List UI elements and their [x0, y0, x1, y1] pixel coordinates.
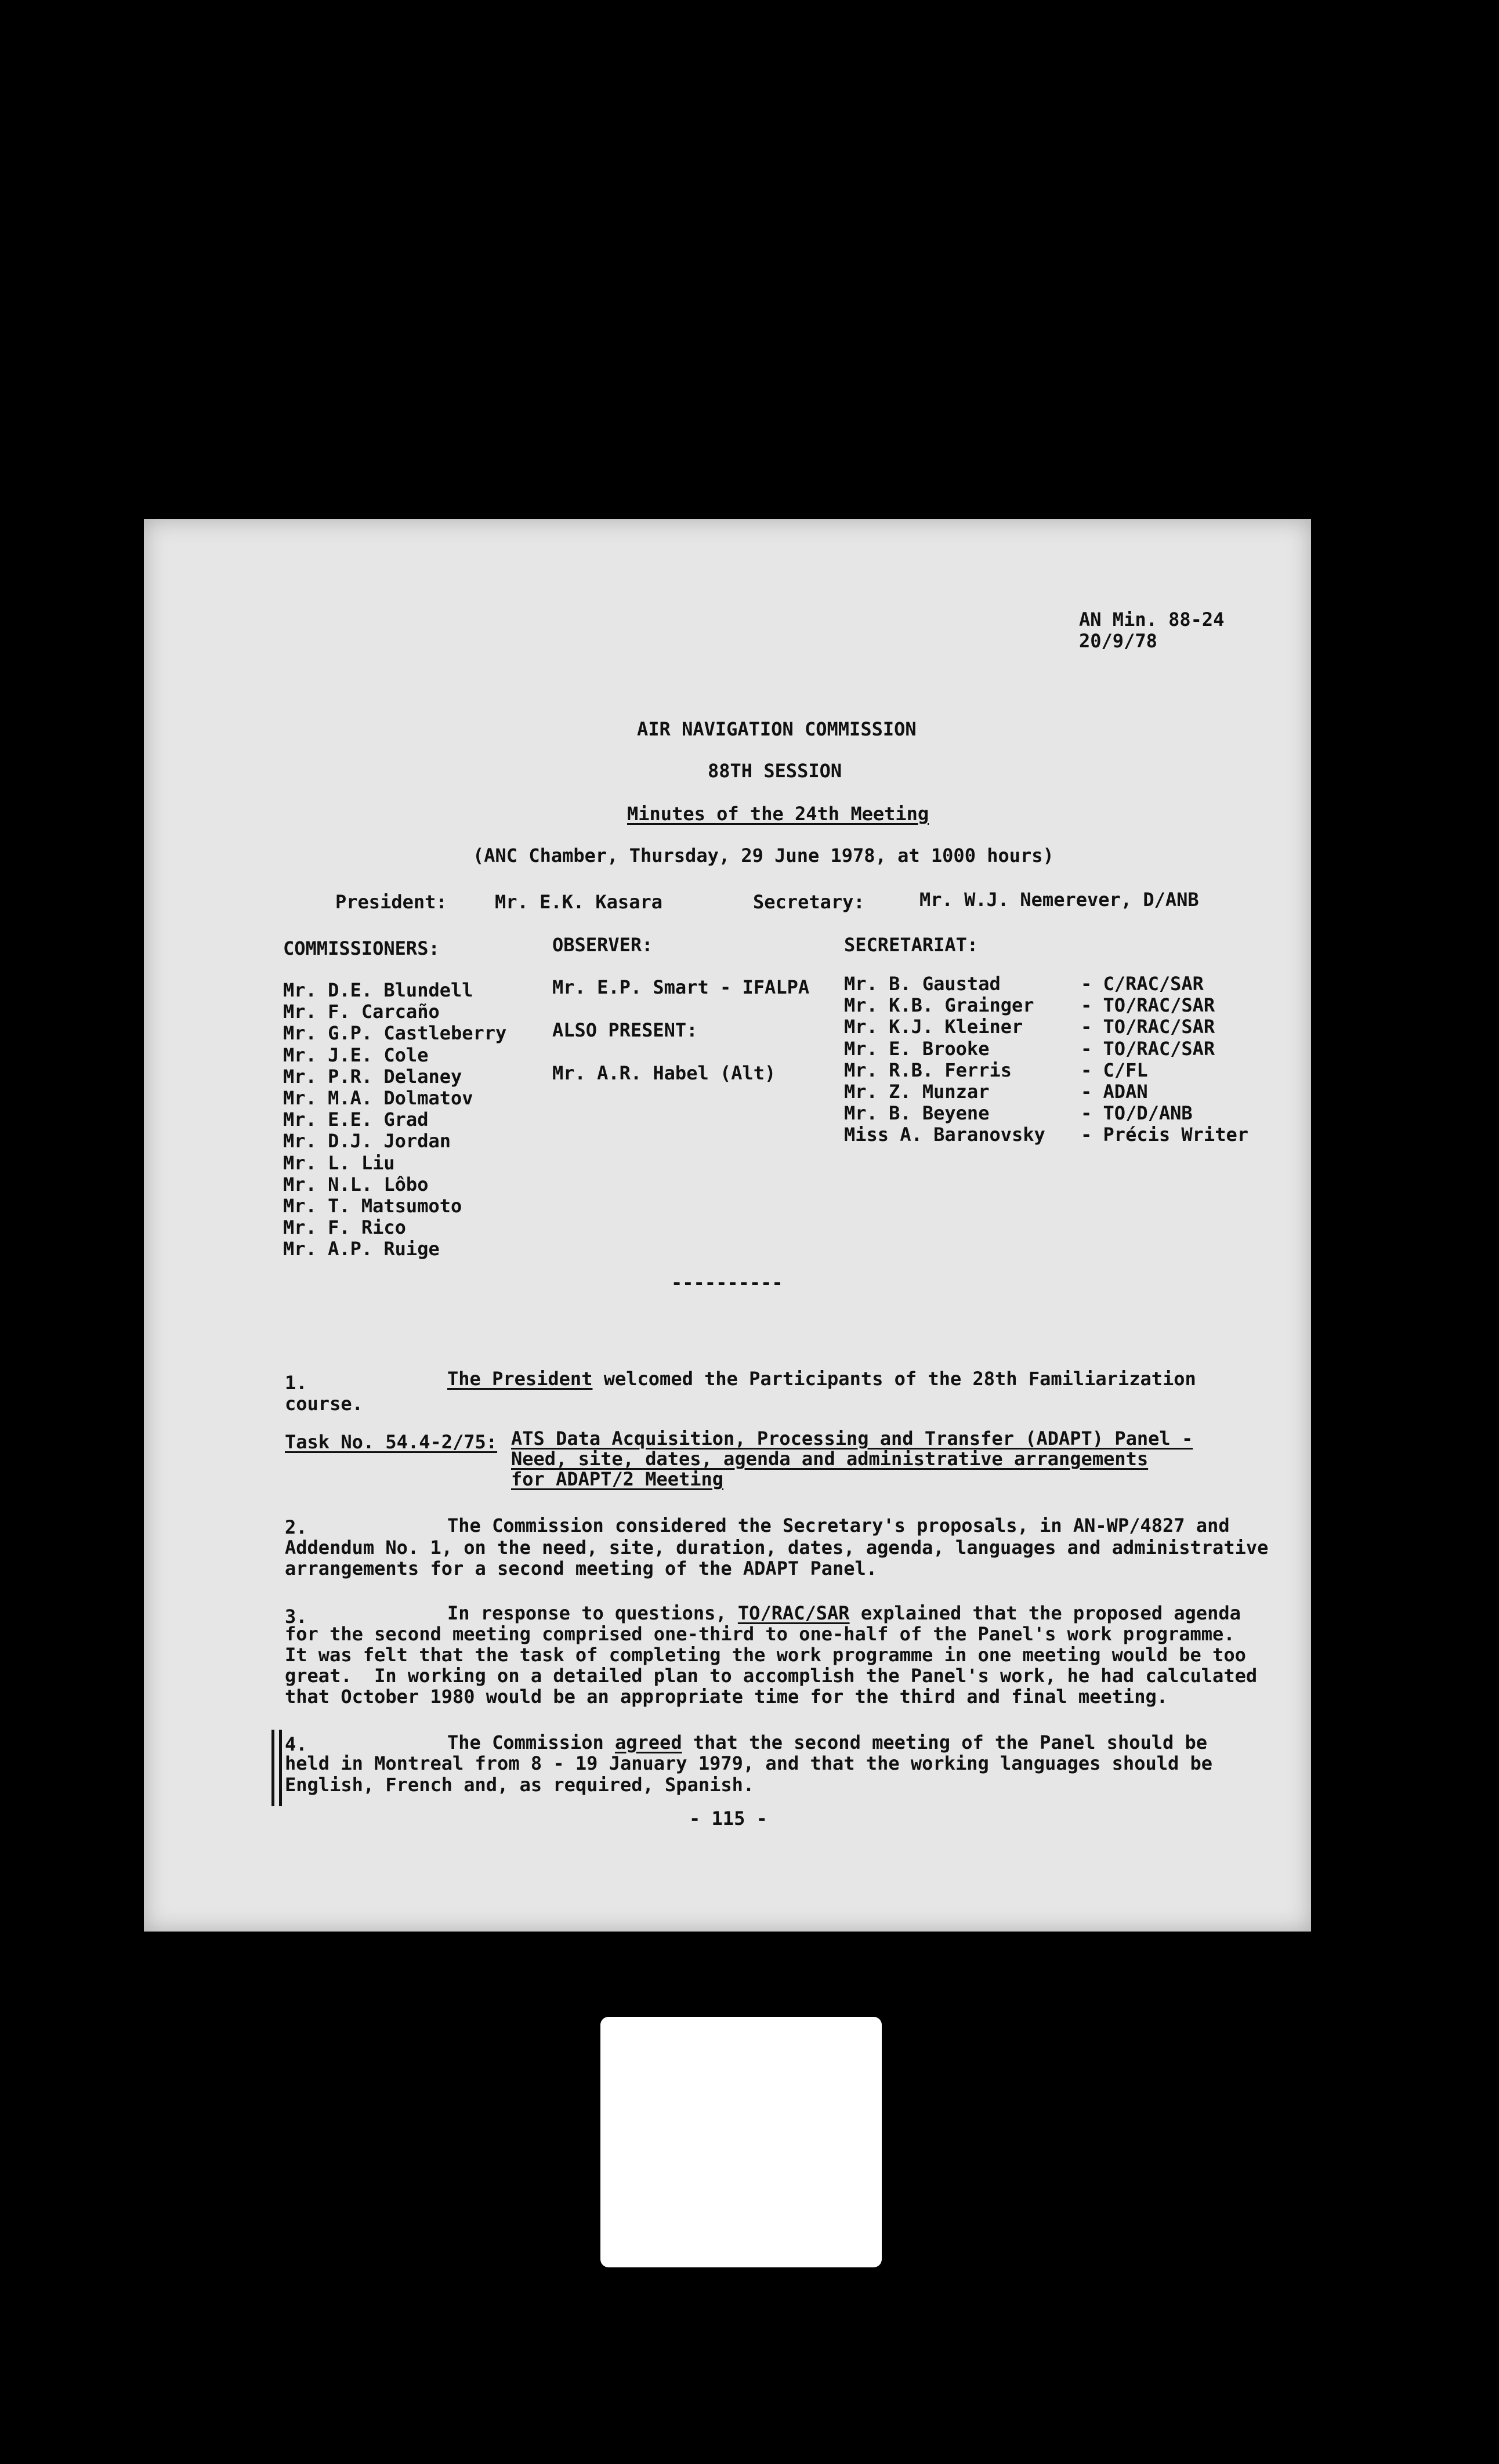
para4-text-b: that the second meeting of the Panel should be [682, 1731, 1208, 1753]
secretariat-heading: SECRETARIAT: [844, 934, 979, 956]
task-label: Task No. 54.4-2/75: [285, 1431, 498, 1453]
commissioner-name: Mr. P.R. Delaney [283, 1065, 462, 1088]
para1-text: welcomed the Participants of the 28th Familiarization [592, 1368, 1196, 1390]
secretariat-member-name: Mr. K.B. Grainger [844, 994, 1034, 1017]
para4-line3: English, French and, as required, Spanish. [285, 1774, 755, 1796]
para2-line3: arrangements for a second meeting of the ADAPT Panel. [285, 1557, 878, 1579]
secretary-name: Mr. W.J. Nemerever, D/ANB [919, 889, 1199, 911]
commissioner-name: Mr. E.E. Grad [283, 1108, 429, 1131]
task-title-line2: Need, site, dates, agenda and administrative arrangements [511, 1448, 1149, 1470]
commissioner-name: Mr. J.E. Cole [283, 1043, 429, 1066]
film-label-box [600, 2017, 882, 2267]
commissioner-name: Mr. N.L. Lôbo [283, 1173, 429, 1195]
also-present-name: Mr. A.R. Habel (Alt) [552, 1062, 776, 1084]
para2-line2: Addendum No. 1, on the need, site, duration, dates, agenda, languages and administrative [285, 1537, 1269, 1559]
president-name: Mr. E.K. Kasara [495, 891, 662, 913]
para4-text-a: The Commission [447, 1731, 615, 1753]
para3-text-b: explained that the proposed agenda [849, 1602, 1241, 1624]
para1-line1 [447, 1369, 1196, 1388]
secretariat-member-role: - TO/RAC/SAR [1081, 1016, 1215, 1038]
document-page [144, 519, 1311, 1932]
secretariat-member-role: - TO/RAC/SAR [1081, 994, 1215, 1017]
secretariat-member-role: - C/FL [1081, 1059, 1148, 1081]
para3-line2: for the second meeting comprised one-third to one-half of the Panel's work programme. [285, 1623, 1235, 1645]
president-label: President: [335, 891, 447, 913]
commissioner-name: Mr. T. Matsumoto [283, 1195, 462, 1217]
commissioner-name: Mr. F. Carcaño [283, 1001, 440, 1023]
secretariat-member-name: Mr. B. Gaustad [844, 973, 1001, 995]
secretariat-member-name: Mr. E. Brooke [844, 1037, 990, 1060]
para2-line1: The Commission considered the Secretary's proposals, in AN-WP/4827 and [447, 1514, 1230, 1537]
reference-number: AN Min. 88-24 [1079, 608, 1225, 631]
para3-line3: It was felt that the task of completing the work programme in one meeting would be too [285, 1644, 1246, 1666]
observer-heading: OBSERVER: [552, 934, 653, 956]
para3-line1 [447, 1604, 1241, 1622]
page-number: - 115 - [689, 1807, 767, 1829]
secretariat-member-role: - C/RAC/SAR [1081, 973, 1204, 995]
commissioner-name: Mr. D.E. Blundell [283, 979, 473, 1001]
session-title: 88TH SESSION [708, 760, 842, 782]
margin-change-bar [271, 1730, 282, 1806]
meeting-venue: (ANC Chamber, Thursday, 29 June 1978, at 1000 hours) [473, 845, 1054, 867]
secretariat-member-name: Mr. Z. Munzar [844, 1081, 990, 1103]
para3-line4: great. In working on a detailed plan to accomplish the Panel's work, he had calculated [285, 1665, 1258, 1687]
secretary-label: Secretary: [753, 891, 865, 913]
secretariat-member-role: - TO/RAC/SAR [1081, 1037, 1215, 1060]
para4-decision: agreed [614, 1731, 682, 1753]
secretariat-member-name: Mr. R.B. Ferris [844, 1059, 1012, 1081]
secretariat-member-role: - TO/D/ANB [1081, 1102, 1193, 1125]
task-title-line3: for ADAPT/2 Meeting [511, 1468, 724, 1490]
para4-line2: held in Montreal from 8 - 19 January 1979, and that the working languages should be [285, 1752, 1213, 1774]
also-present-heading: ALSO PRESENT: [552, 1019, 698, 1041]
commissioner-name: Mr. D.J. Jordan [283, 1130, 451, 1153]
secretariat-member-name: Miss A. Baranovsky [844, 1124, 1045, 1146]
para3-text-a: In response to questions, [447, 1602, 738, 1624]
commissioner-name: Mr. F. Rico [283, 1216, 406, 1239]
para1-number: 1. [285, 1372, 307, 1394]
para3-speaker: TO/RAC/SAR [737, 1602, 850, 1624]
minutes-title: Minutes of the 24th Meeting [627, 803, 929, 825]
section-separator: ---------- [671, 1271, 783, 1293]
para4-number: 4. [285, 1733, 307, 1755]
secretariat-member-role: - ADAN [1081, 1081, 1148, 1103]
secretariat-member-name: Mr. K.J. Kleiner [844, 1016, 1023, 1038]
para1-president: The President [447, 1368, 593, 1390]
secretariat-member-name: Mr. B. Beyene [844, 1102, 990, 1125]
task-title-line1: ATS Data Acquisition, Processing and Transfer (ADAPT) Panel - [511, 1427, 1193, 1450]
reference-date: 20/9/78 [1079, 630, 1157, 652]
para4-line1 [447, 1733, 1207, 1752]
commissioners-heading: COMMISSIONERS: [283, 937, 440, 959]
para2-number: 2. [285, 1516, 307, 1538]
commissioner-name: Mr. L. Liu [283, 1151, 395, 1174]
observer-name: Mr. E.P. Smart - IFALPA [552, 976, 810, 998]
commissioner-name: Mr. A.P. Ruige [283, 1238, 440, 1260]
secretariat-member-role: - Précis Writer [1081, 1124, 1248, 1146]
commissioner-name: Mr. G.P. Castleberry [283, 1022, 507, 1045]
para3-number: 3. [285, 1606, 307, 1628]
para3-line5: that October 1980 would be an appropriate time for the third and final meeting. [285, 1686, 1168, 1708]
para1-line2: course. [285, 1393, 363, 1415]
document-title: AIR NAVIGATION COMMISSION [637, 718, 917, 740]
commissioner-name: Mr. M.A. Dolmatov [283, 1087, 473, 1109]
